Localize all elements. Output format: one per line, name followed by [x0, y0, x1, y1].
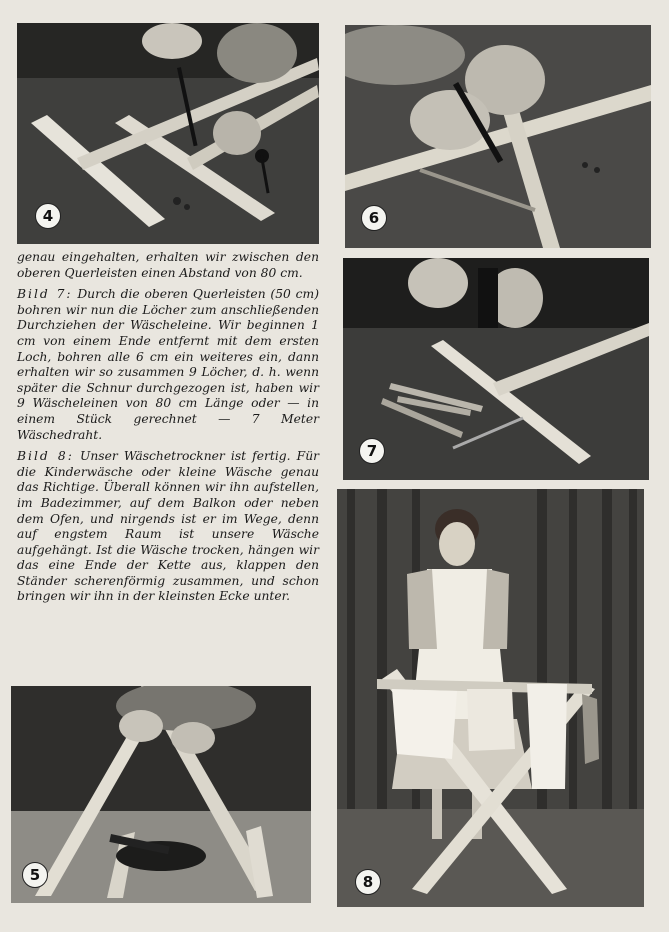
photo-4-image [17, 23, 319, 244]
article-text [17, 250, 319, 605]
photo-5-image [11, 686, 311, 903]
figure-number-5: 5 [22, 862, 48, 888]
paragraph-3 [17, 449, 319, 605]
paragraph-3-lead: Bild 8: [17, 449, 74, 464]
paragraph-3-body: Unser Wäschetrockner ist fertig. Für die Kinderwäsche oder kleine Wäsche genau das Richtige. Überall können wir ihn aufstellen, im Badezimmer, auf dem Balkon oder neben dem Ofen, und nirgends ist er im Wege, denn auf engstem Raum ist unsere Wäsche aufgehängt. Ist die Wäsche trocken, hängen wir das eine Ende der Kette aus, klappen den Ständer scherenförmig zusammen, und schon bringen wir ihn in der kleinsten Ecke unter. [17, 449, 319, 604]
photo-4 [17, 23, 319, 244]
figure-number-4: 4 [35, 203, 61, 229]
photo-8 [337, 489, 644, 907]
paragraph-1: genau eingehalten, erhalten wir zwischen den oberen Querleisten einen Abstand von 80 cm. [17, 250, 319, 280]
figure-number-6: 6 [361, 205, 387, 231]
photo-8-image [337, 489, 644, 907]
photo-5 [11, 686, 311, 903]
photo-6-image [345, 25, 651, 248]
photo-6 [345, 25, 651, 248]
photo-7-image [343, 258, 649, 480]
photo-7 [343, 258, 649, 480]
paragraph-2 [17, 287, 319, 443]
figure-number-8: 8 [355, 869, 381, 895]
paragraph-2-body: Durch die oberen Querleisten (50 cm) bohren wir nun die Löcher zum anschließenden Durchziehen der Wäscheleine. Wir beginnen 1 cm von einem Ende entfernt mit dem ersten Loch, bohren alle 6 cm ein weiteres ein, dann erhalten wir so zusammen 9 Löcher, d. h. wenn später die Schnur durchgezogen ist, haben wir 9 Wäscheleinen von 80 cm Länge oder — in einem Stück gerechnet — 7 Meter Wäschedraht. [17, 287, 319, 442]
figure-number-7: 7 [359, 438, 385, 464]
paragraph-2-lead: Bild 7: [17, 287, 73, 302]
